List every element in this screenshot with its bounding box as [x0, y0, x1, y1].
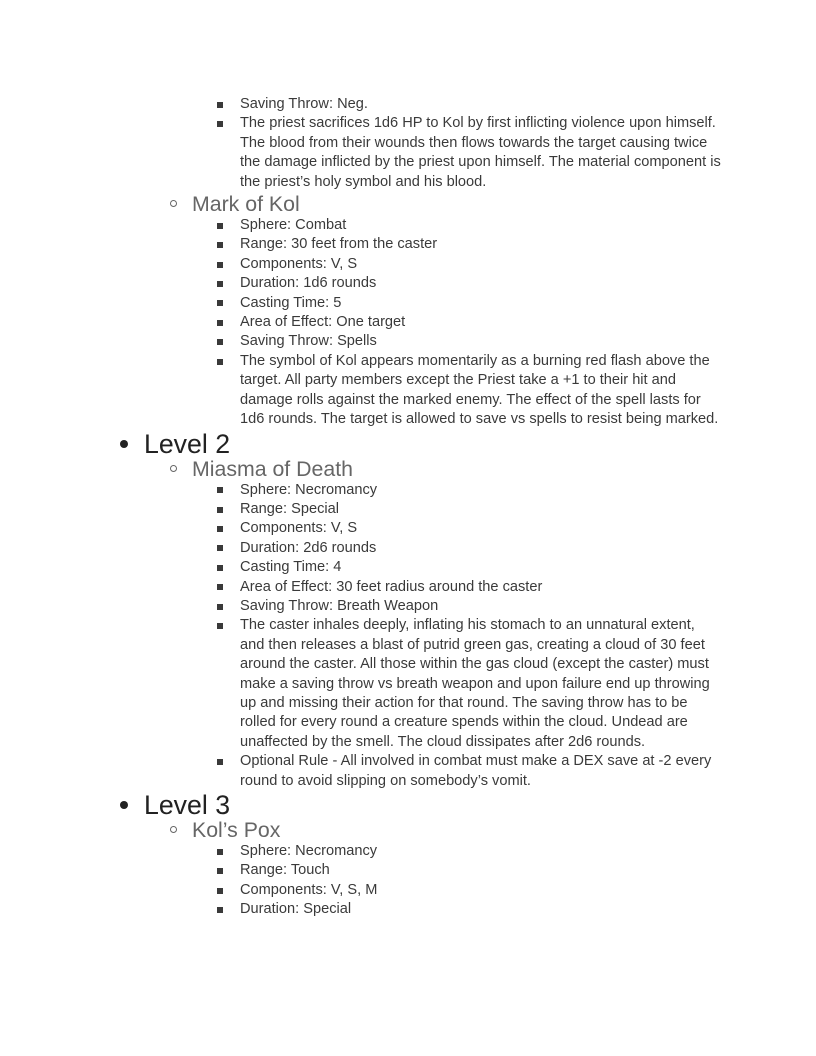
spell-detail-text: Sphere: Combat	[240, 217, 347, 234]
bullet-square-icon	[217, 281, 223, 287]
spell-detail-item	[0, 274, 816, 293]
bullet-square-icon	[217, 359, 223, 365]
bullet-square-icon	[217, 320, 223, 326]
spell-description-text: The caster inhales deeply, inflating his stomach to an unnatural extent, and then releases a blast of putrid green gas, creating a cloud of 30 feet around the caster. All those within the gas cloud (except the caster) must make a saving throw vs breath weapon and upon failure end up throwing up and missing their action for that round. The saving throw has to be rolled for every round a creature spends within the cloud. Undead are unaffected by the smell. The cloud dissipates after 2d6 rounds.	[240, 617, 710, 750]
spell-detail-item	[0, 900, 816, 919]
bullet-square-icon	[217, 545, 223, 551]
spell-name-item	[0, 193, 816, 215]
spell-description-text: The symbol of Kol appears momentarily as a burning red flash above the target. All party members except the Priest take a +1 to their hit and damage rolls against the marked enemy. The effect of the spell lasts for 1d6 rounds. The target is allowed to save vs spells to resist being marked.	[240, 352, 719, 428]
bullet-square-icon	[217, 849, 223, 855]
spell-detail-text: Saving Throw: Breath Weapon	[240, 597, 439, 614]
spell-name-item	[0, 819, 816, 841]
spell-detail-text: Saving Throw: Spells	[240, 333, 377, 350]
spell-detail-text: Components: V, S	[240, 255, 358, 272]
spell-detail-item	[0, 578, 816, 597]
spell-detail-text: Range: Special	[240, 500, 339, 517]
bullet-square-icon	[217, 907, 223, 913]
bullet-square-icon	[217, 868, 223, 874]
spell-detail-text: Components: V, S, M	[240, 881, 378, 898]
document-page	[0, 95, 816, 920]
spell-detail-text: Sphere: Necromancy	[240, 481, 378, 498]
spell-detail-item	[0, 95, 816, 114]
spell-description-text: Optional Rule - All involved in combat must make a DEX save at -2 every round to avoid slipping on somebody’s vomit.	[240, 753, 712, 789]
bullet-disc-icon	[120, 440, 128, 448]
bullet-square-icon	[217, 526, 223, 532]
spell-detail-item	[0, 235, 816, 254]
spell-description-item	[0, 616, 816, 752]
bullet-square-icon	[217, 242, 223, 248]
bullet-square-icon	[217, 262, 223, 268]
bullet-square-icon	[217, 102, 223, 108]
spell-detail-text: Range: Touch	[240, 862, 330, 879]
spell-detail-text: Duration: 2d6 rounds	[240, 539, 377, 556]
spell-detail-item	[0, 861, 816, 880]
level-heading-item	[0, 428, 816, 459]
spell-detail-item	[0, 500, 816, 519]
spell-name-heading: Miasma of Death	[192, 456, 353, 481]
spell-detail-text: Sphere: Necromancy	[240, 843, 378, 859]
spell-detail-text: Range: 30 feet from the caster	[240, 236, 438, 253]
bullet-square-icon	[217, 339, 223, 345]
bullet-square-icon	[217, 507, 223, 513]
spell-detail-text: Casting Time: 4	[240, 559, 342, 576]
spell-detail-item	[0, 481, 816, 500]
bullet-square-icon	[217, 759, 223, 765]
spell-description-item	[0, 114, 816, 192]
spell-detail-item	[0, 881, 816, 900]
bullet-square-icon	[217, 487, 223, 493]
spell-detail-text: Area of Effect: 30 feet radius around the caster	[240, 578, 543, 595]
spell-detail-item	[0, 519, 816, 538]
spell-description-item	[0, 352, 816, 430]
spell-detail-text: Duration: 1d6 rounds	[240, 275, 377, 292]
spell-detail-item	[0, 842, 816, 861]
spell-detail-item	[0, 313, 816, 332]
level-heading: Level 2	[144, 428, 231, 459]
spell-description-item	[0, 752, 816, 791]
spell-detail-item	[0, 597, 816, 616]
spell-detail-text: Duration: Special	[240, 901, 352, 918]
bullet-square-icon	[217, 223, 223, 229]
bullet-square-icon	[217, 300, 223, 306]
level-heading-item	[0, 792, 816, 818]
bullet-circle-icon	[170, 200, 177, 207]
spell-detail-item	[0, 332, 816, 351]
spell-detail-item	[0, 255, 816, 274]
spell-detail-item	[0, 216, 816, 235]
level-heading: Level 3	[144, 790, 231, 820]
spell-detail-text: Components: V, S	[240, 520, 358, 537]
bullet-disc-icon	[120, 801, 128, 809]
bullet-circle-icon	[170, 465, 177, 472]
bullet-square-icon	[217, 604, 223, 610]
bullet-square-icon	[217, 121, 223, 127]
bullet-square-icon	[217, 584, 223, 590]
spell-detail-text: Saving Throw: Neg.	[240, 96, 368, 112]
spell-detail-item	[0, 539, 816, 558]
spell-description-text: The priest sacrifices 1d6 HP to Kol by first inflicting violence upon himself. The blood from their wounds then flows towards the target causing twice the damage inflicted by the priest upon himself. The material component is the priest’s holy symbol and his blood.	[240, 115, 721, 190]
spell-name-heading: Kol’s Pox	[192, 818, 281, 842]
bullet-square-icon	[217, 565, 223, 571]
bullet-square-icon	[217, 623, 223, 629]
bullet-circle-icon	[170, 826, 177, 833]
spell-name-heading: Mark of Kol	[192, 192, 300, 217]
spell-name-item	[0, 458, 816, 480]
spell-detail-item	[0, 558, 816, 577]
bullet-square-icon	[217, 888, 223, 894]
spell-detail-text: Area of Effect: One target	[240, 314, 406, 331]
spell-detail-text: Casting Time: 5	[240, 294, 342, 311]
spell-detail-item	[0, 294, 816, 313]
